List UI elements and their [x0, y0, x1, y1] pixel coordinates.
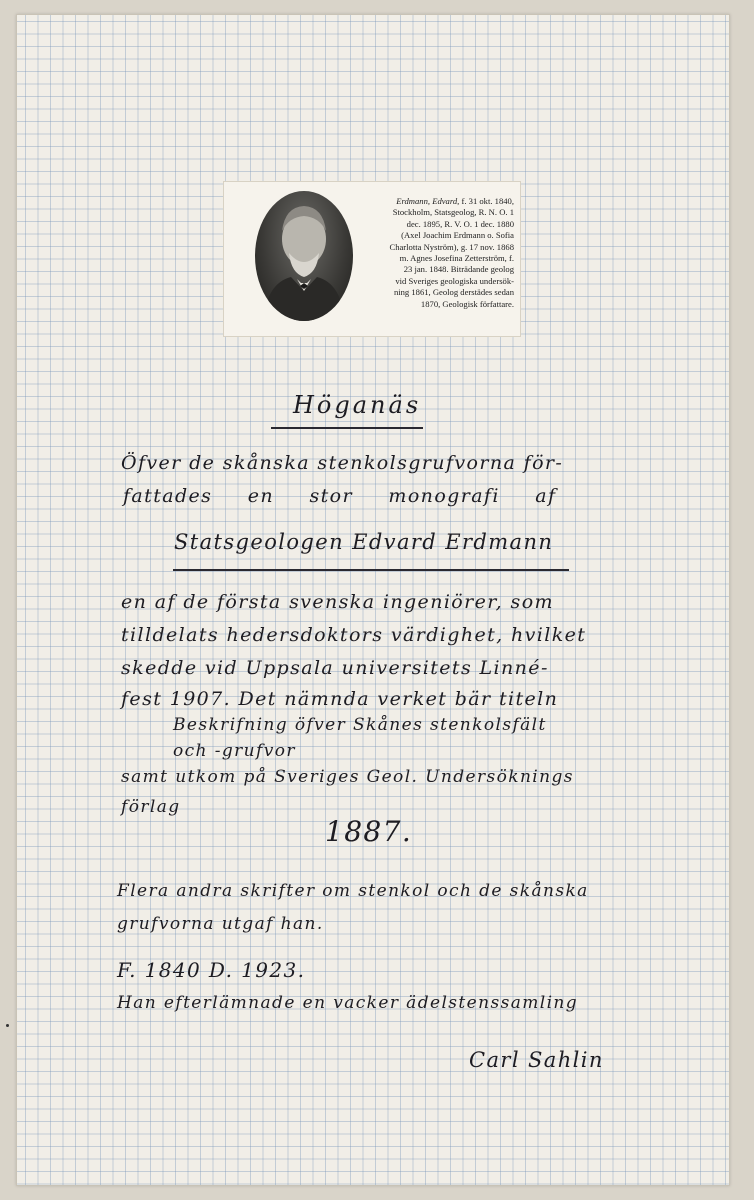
bio-line: vid Sveriges geologiska undersök-	[395, 275, 514, 286]
bio-line: ning 1861, Geolog derstädes sedan	[393, 287, 514, 298]
more-writings-line: grufvorna utgaf han.	[117, 914, 324, 934]
body-line: tilldelats hedersdoktors värdighet, hvilket	[121, 624, 587, 646]
intro-line: Öfver de skånska stenkolsgrufvorna för-	[121, 452, 564, 474]
body-line: fest 1907. Det nämnda verket bär titeln	[121, 688, 559, 710]
bio-line: 23 jan. 1848. Biträdande geolog	[403, 264, 514, 275]
signature: Carl Sahlin	[469, 1048, 604, 1072]
grid-paper-sheet	[16, 14, 730, 1186]
published-line: förlag	[121, 797, 181, 817]
bio-line: 1870, Geologisk författare.	[420, 298, 514, 309]
life-dates: F. 1840 D. 1923.	[117, 958, 306, 982]
bio-line: dec. 1895, R. V. O. 1 dec. 1880	[406, 218, 514, 229]
bio-line: m. Agnes Josefina Zetterström, f.	[399, 253, 514, 264]
bio-line: Stockholm, Statsgeolog, R. N. O. 1	[392, 207, 514, 218]
publication-year: 1887.	[325, 815, 413, 848]
margin-dot	[6, 1024, 9, 1027]
body-line: skedde vid Uppsala universitets Linné-	[121, 657, 549, 679]
bio-line: f. 31 okt. 1840,	[461, 196, 514, 206]
bio-name: Erdmann, Edvard,	[396, 196, 460, 206]
author-name-underline	[173, 569, 569, 571]
intro-line: fattades en stor monografi af	[123, 485, 557, 507]
page-title: Höganäs	[293, 391, 422, 419]
body-line: en af de första svenska ingeniörer, som	[121, 591, 554, 613]
newspaper-clipping	[223, 181, 521, 337]
more-writings-line: Flera andra skrifter om stenkol och de skånska	[117, 881, 589, 901]
published-line: samt utkom på Sveriges Geol. Undersöknings	[121, 767, 574, 787]
legacy-line: Han efterlämnade en vacker ädelstenssamling	[117, 993, 579, 1013]
author-name-heading: Statsgeologen Edvard Erdmann	[174, 530, 554, 554]
portrait-photo-icon	[255, 191, 353, 321]
bio-line: Charlotta Nyström), g. 17 nov. 1868	[389, 241, 514, 252]
bio-line: (Axel Joachim Erdmann o. Sofia	[401, 230, 514, 241]
biography-text	[354, 196, 514, 310]
book-title-line: Beskrifning öfver Skånes stenkolsfält	[173, 715, 547, 735]
book-title-line: och -grufvor	[173, 741, 296, 761]
title-underline	[271, 427, 423, 429]
